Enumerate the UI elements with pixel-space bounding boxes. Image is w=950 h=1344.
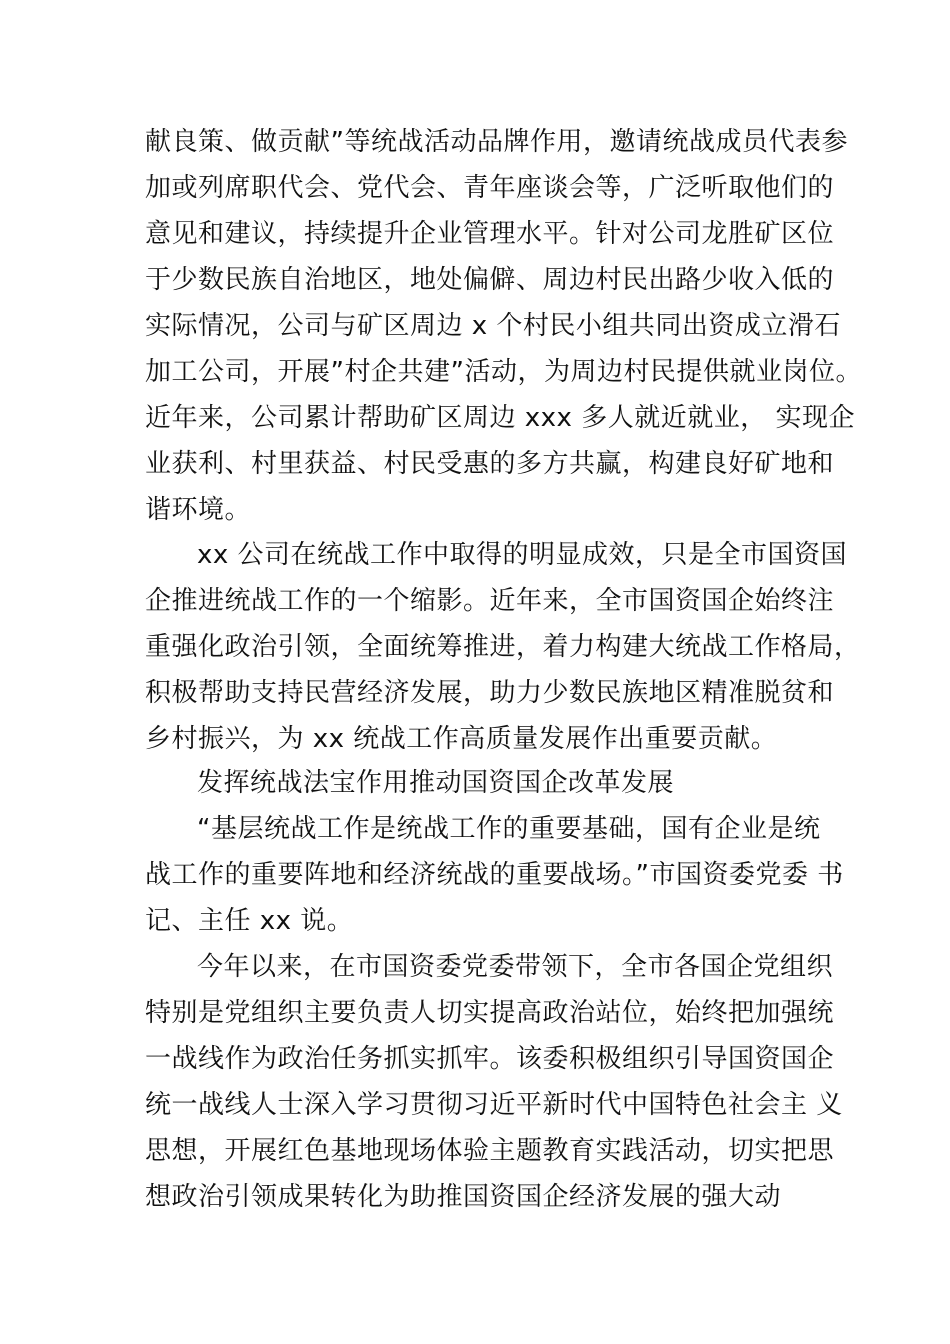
text-line: 想政治引领成果转化为助推国资国企经济发展的强大动 xyxy=(145,1182,782,1212)
text-line: 一战线作为政治任务抓实抓牢。该委积极组织引导国资国企 xyxy=(145,1044,835,1074)
text-line: 记、主任 xx 说。 xyxy=(145,906,354,936)
text-line: 献良策、做贡献”等统战活动品牌作用，邀请统战成员代表参 xyxy=(145,127,848,157)
text-line: 特别是党组织主要负责人切实提高政治站位，始终把加强统 xyxy=(145,998,835,1028)
text-line: 思想，开展红色基地现场体验主题教育实践活动，切实把思 xyxy=(145,1136,835,1166)
text-line: 积极帮助支持民营经济发展，助力少数民族地区精准脱贫和 xyxy=(145,678,835,708)
text-line: 加或列席职代会、党代会、青年座谈会等，广泛听取他们的 xyxy=(145,173,835,203)
text-line: 近年来，公司累计帮助矿区周边 xxx 多人就近就业， 实现企 xyxy=(145,403,855,433)
text-line: 谐环境。 xyxy=(145,495,252,525)
text-line: 实际情况，公司与矿区周边 x 个村民小组共同出资成立滑石 xyxy=(145,311,841,341)
text-line: 加工公司，开展”村企共建”活动，为周边村民提供就业岗位。 xyxy=(145,357,862,387)
text-line: 战工作的重要阵地和经济统战的重要战场。”市国资委党委 书 xyxy=(145,860,844,890)
text-line: 乡村振兴，为 xx 统战工作高质量发展作出重要贡献。 xyxy=(145,724,778,754)
text-line: 重强化政治引领，全面统筹推进，着力构建大统战工作格局， xyxy=(145,632,861,662)
text-line: 统一战线人士深入学习贯彻习近平新时代中国特色社会主 义 xyxy=(145,1090,843,1120)
section-heading: 发挥统战法宝作用推动国资国企改革发展 xyxy=(197,768,675,798)
text-line: 业获利、村里获益、村民受惠的多方共赢，构建良好矿地和 xyxy=(145,449,835,479)
text-line: 于少数民族自治地区，地处偏僻、周边村民出路少收入低的 xyxy=(145,265,835,295)
text-line: 企推进统战工作的一个缩影。近年来，全市国资国企始终注 xyxy=(145,586,835,616)
paragraph-start-line: 今年以来，在市国资委党委带领下，全市各国企党组织 xyxy=(197,952,834,982)
text-line: 意见和建议，持续提升企业管理水平。针对公司龙胜矿区位 xyxy=(145,219,835,249)
paragraph-start-line: xx 公司在统战工作中取得的明显成效，只是全市国资国 xyxy=(197,540,848,570)
paragraph-start-line: “基层统战工作是统战工作的重要基础，国有企业是统 xyxy=(197,814,821,844)
